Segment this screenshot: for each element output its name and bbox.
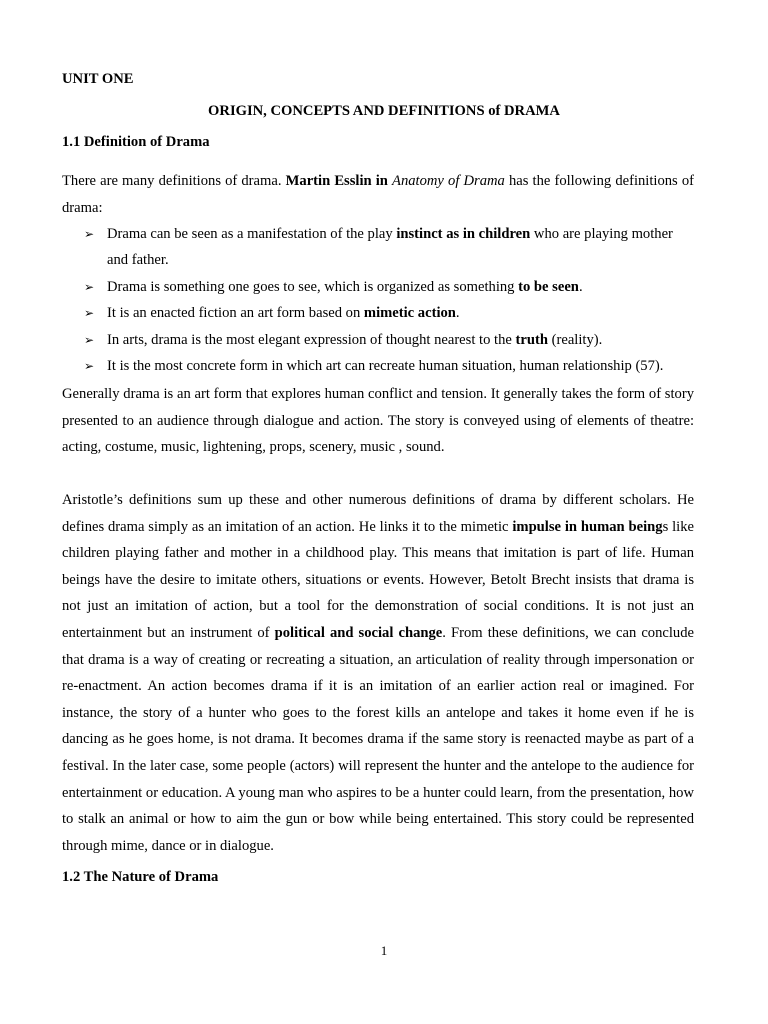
definition-list bbox=[62, 221, 694, 379]
page-number: 1 bbox=[380, 943, 388, 958]
arrowhead-bullet-icon: ➢ bbox=[84, 332, 95, 347]
list-item: ➢ Drama can be seen as a manifestation of the play instinct as in children who are playing mother and father. bbox=[62, 221, 694, 274]
emphasis-impulse: impulse in human being bbox=[512, 518, 663, 535]
arrowhead-bullet-icon: ➢ bbox=[84, 306, 95, 321]
arrowhead-bullet-icon: ➢ bbox=[84, 359, 95, 374]
section-heading-nature: 1.2 The Nature of Drama bbox=[62, 869, 219, 885]
list-item: ➢ Drama is something one goes to see, which is organized as something to be seen. bbox=[62, 274, 694, 300]
author-name: Martin Esslin in bbox=[285, 173, 393, 189]
arrowhead-bullet-icon: ➢ bbox=[84, 227, 95, 241]
list-item: ➢ It is the most concrete form in which art can recreate human situation, human relationship (57). bbox=[62, 353, 694, 379]
list-item: ➢ In arts, drama is the most elegant expression of thought nearest to the truth (reality). bbox=[62, 327, 694, 353]
unit-label: UNIT ONE bbox=[62, 71, 134, 87]
emphasis-political-change: political and social change bbox=[274, 624, 443, 641]
arrowhead-bullet-icon: ➢ bbox=[84, 279, 95, 294]
book-title: Anatomy of Drama bbox=[392, 173, 505, 189]
list-item: ➢ It is an enacted fiction an art form based on mimetic action. bbox=[62, 300, 694, 326]
section-heading-definition: 1.1 Definition of Drama bbox=[62, 134, 210, 150]
intro-paragraph bbox=[62, 168, 694, 221]
intro-text: There are many definitions of drama. bbox=[62, 173, 286, 189]
intro-text-end: has the following definitions of drama: bbox=[62, 173, 695, 216]
aristotle-paragraph: Aristotle’s definitions sum up these and other numerous definitions of drama by different scholars. He defines drama simply as an imitation of an action. He links it to the mimetic impulse in human beings like children playing father and mother in a childhood play. This means that imitation is part of life. Human beings have the desire to imitate others, situations or events. However, Betolt Brecht insists that drama is not just an imitation of action, but a tool for the demonstration of social conditions. It is not just an entertainment but an instrument of political and social change. From these definitions, we can conclude that drama is a way of creating or recreating a situation, an articulation of reality through impersonation or re-enactment. An action becomes drama if it is an imitation of an earlier action real or imagined. For instance, the story of a hunter who goes to the forest kills an antelope and takes it home even if he is dancing as he goes home, is not drama. It becomes drama if the same story is reenacted maybe as part of a festival. In the later case, some people (actors) will represent the hunter and the antelope to the audience for entertainment or education. A young man who aspires to be a hunter could learn, from the presentation, how to stalk an animal or how to aim the gun or bow while being entertained. This story could be represented through mime, dance or in dialogue. bbox=[62, 492, 694, 854]
general-paragraph: Generally drama is an art form that explores human conflict and tension. It generally takes the form of story presented to an audience through dialogue and action. The story is conveyed using of elements of theatre: acting, costume, music, lightening, props, scenery, music , sound. bbox=[62, 386, 694, 456]
page-title: ORIGIN, CONCEPTS AND DEFINITIONS of DRAMA bbox=[208, 103, 560, 119]
